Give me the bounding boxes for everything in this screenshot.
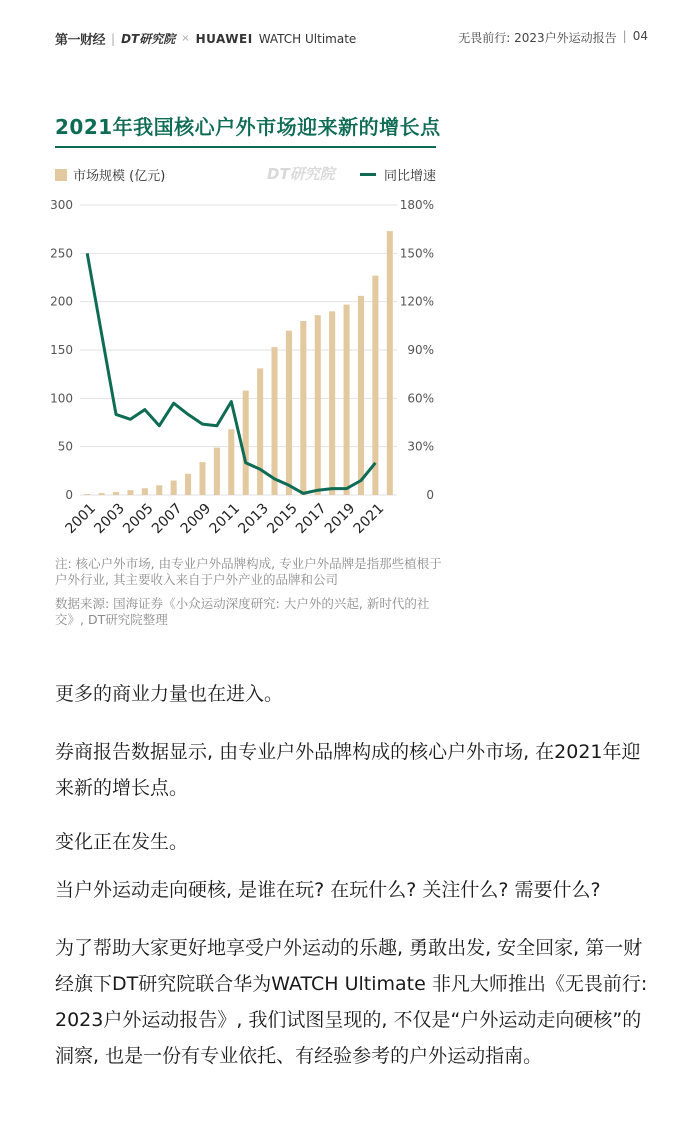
- right-tick-label: 90%: [407, 343, 434, 357]
- left-tick-label: 100: [50, 391, 73, 406]
- market-size-bar: [214, 448, 220, 495]
- x-tick-label: 2021: [350, 500, 388, 538]
- market-size-bar: [387, 231, 393, 495]
- combo-chart: [40, 190, 450, 550]
- page-separator: |: [622, 29, 627, 43]
- market-size-bar: [171, 481, 177, 496]
- paragraph-4: 当户外运动走向硬核, 是谁在玩? 在玩什么? 关注什么? 需要什么?: [55, 879, 601, 901]
- x-tick-label: 2019: [321, 500, 359, 538]
- x-tick-label: 2001: [62, 500, 100, 538]
- running-title: 无畏前行: 2023户外运动报告: [458, 31, 617, 45]
- market-size-bar: [315, 315, 321, 495]
- chart-legend: [55, 161, 436, 183]
- right-tick-label: 180%: [399, 198, 434, 212]
- running-head: [458, 29, 648, 46]
- legend-bar-entry: [55, 165, 165, 184]
- market-size-bar: [99, 493, 105, 495]
- left-tick-label: 150: [50, 343, 73, 357]
- market-size-bar: [372, 276, 378, 495]
- dt-watermark: DT研究院: [267, 165, 335, 183]
- market-size-bar: [358, 296, 364, 495]
- market-size-bar: [199, 462, 205, 495]
- brand-separator: |: [111, 31, 116, 46]
- market-size-bar: [185, 474, 191, 495]
- chart-note: 注: 核心户外市场, 由专业户外品牌构成, 专业户外品牌是指那些植根于户外行业, 其主要收入来自于户外产业的品牌和公司: [55, 556, 442, 587]
- line-swatch-icon: [360, 173, 376, 176]
- x-tick-label: 2013: [235, 500, 272, 538]
- x-tick-label: 2005: [120, 500, 157, 538]
- market-size-bar: [113, 492, 119, 495]
- x-tick-label: 2009: [177, 500, 215, 538]
- page-number: 04: [632, 29, 648, 43]
- paragraph-3: 变化正在发生。: [55, 831, 189, 853]
- left-tick-label: 250: [50, 246, 73, 261]
- legend-line-entry: [360, 165, 436, 184]
- huawei-logo: HUAWEI: [195, 31, 253, 46]
- watch-ultimate-label: WATCH Ultimate: [258, 31, 357, 46]
- right-tick-label: 150%: [399, 246, 434, 261]
- market-size-bar: [271, 347, 277, 495]
- x-tick-label: 2011: [206, 500, 244, 538]
- left-tick-label: 50: [57, 439, 73, 454]
- paragraph-5: 为了帮助大家更好地享受户外运动的乐趣, 勇敢出发, 安全回家, 第一财经旗下DT研究院联合华为WATCH Ultimate 非凡大师推出《无畏前行: 2023户外运动报告》, 我们试图呈现的, 不仅是“户外运动走向硬核”的洞察, 也是一份有专业依托、有经验参考的户外运动指南。: [55, 937, 648, 1067]
- paragraph-2: 券商报告数据显示, 由专业户外品牌构成的核心户外市场, 在2021年迎来新的增长点。: [55, 741, 641, 799]
- left-tick-label: 300: [50, 198, 73, 212]
- right-tick-label: 30%: [407, 439, 434, 454]
- market-size-bar: [300, 321, 306, 495]
- market-size-bar: [127, 490, 133, 495]
- brand-cross: ×: [181, 33, 190, 44]
- page-header: [0, 0, 700, 60]
- right-tick-label: 120%: [399, 294, 434, 309]
- dt-logo: DT研究院: [121, 32, 176, 46]
- market-size-bar: [243, 391, 249, 495]
- left-tick-label: 0: [65, 488, 73, 502]
- paragraph-1: 更多的商业力量也在进入。: [55, 683, 284, 705]
- left-tick-label: 200: [50, 294, 73, 309]
- market-size-bar: [344, 305, 350, 495]
- legend-line-label: 同比增速: [383, 169, 436, 184]
- market-size-bar: [329, 311, 335, 495]
- market-size-bar: [257, 368, 263, 495]
- right-tick-label: 60%: [407, 391, 434, 406]
- x-tick-label: 2007: [148, 500, 186, 538]
- right-tick-label: 0: [426, 488, 434, 502]
- bar-swatch-icon: [55, 169, 67, 181]
- legend-bar-label: 市场规模 (亿元): [73, 169, 166, 184]
- x-tick-label: 2015: [264, 500, 301, 538]
- market-size-bar: [142, 488, 148, 495]
- title-underline: [55, 146, 436, 148]
- market-size-bar: [286, 331, 292, 495]
- market-size-bar: [228, 429, 234, 495]
- x-tick-label: 2017: [293, 500, 330, 538]
- chart-source: 数据来源: 国海证券《小众运动深度研究: 大户外的兴起, 新时代的社交》, DT研究院整理: [55, 596, 430, 627]
- chart-title: 2021年我国核心户外市场迎来新的增长点: [55, 115, 441, 139]
- brand-bar: [55, 29, 356, 48]
- x-tick-label: 2003: [91, 500, 128, 538]
- yicai-logo: 第一财经: [55, 33, 106, 48]
- market-size-bar: [84, 494, 90, 495]
- market-size-bar: [156, 485, 162, 495]
